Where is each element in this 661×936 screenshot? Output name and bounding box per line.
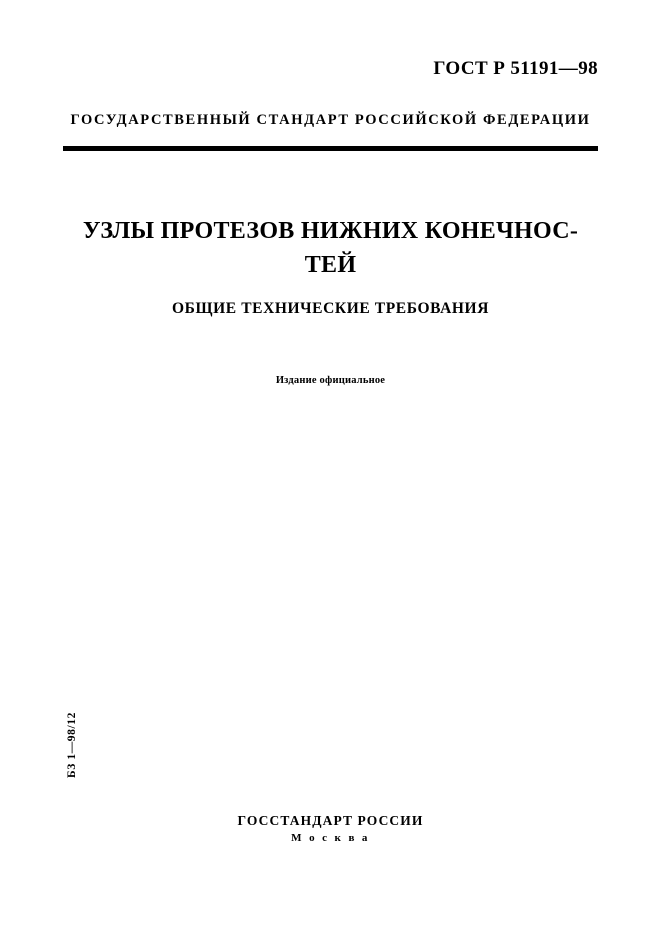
document-subtitle: ОБЩИЕ ТЕХНИЧЕСКИЕ ТРЕБОВАНИЯ xyxy=(172,300,489,317)
standard-number: ГОСТ Р 51191—98 xyxy=(433,58,598,79)
edition-note: Издание официальное xyxy=(275,375,386,386)
authority-line: ГОСУДАРСТВЕННЫЙ СТАНДАРТ РОССИЙСКОЙ ФЕДЕРАЦИИ xyxy=(70,112,591,128)
publisher-city: М о с к в а xyxy=(291,832,370,844)
horizontal-rule xyxy=(63,146,598,151)
side-code: БЗ 1—98/12 xyxy=(66,712,78,778)
page-title: УЗЛЫ ПРОТЕЗОВ НИЖНИХ КОНЕЧНОС-ТЕЙ xyxy=(82,218,579,278)
publisher-name: ГОССТАНДАРТ РОССИИ xyxy=(237,813,424,828)
side-code-container xyxy=(66,712,82,792)
page-content xyxy=(63,0,598,936)
